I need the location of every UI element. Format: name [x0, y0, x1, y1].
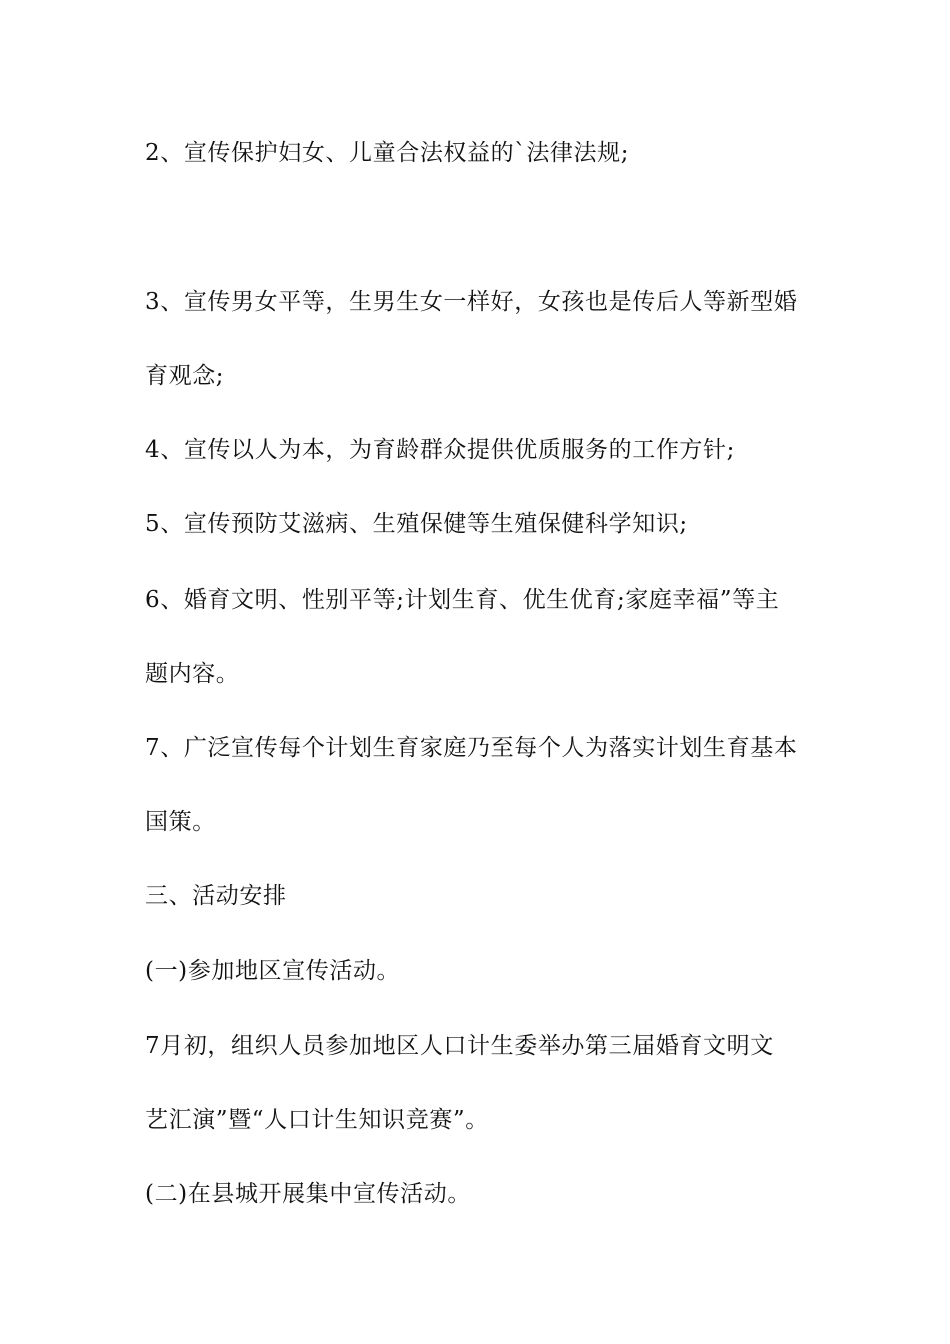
text-line-1: 2、宣传保护妇女、儿童合法权益的`法律法规; — [145, 140, 630, 166]
subsection-heading-1: (一)参加地区宣传活动。 — [145, 958, 401, 984]
text-line-10: 7月初，组织人员参加地区人口计生委举办第三届婚育文明文 — [145, 1033, 774, 1059]
text-line-6: 6、婚育文明、性别平等;计划生育、优生优育;家庭幸福”等主 — [145, 587, 780, 613]
text-line-4: 4、宣传以人为本，为育龄群众提供优质服务的工作方针; — [145, 437, 735, 463]
text-line-3: 育观念; — [145, 363, 225, 389]
section-heading: 三、活动安排 — [145, 883, 287, 909]
text-line-5: 5、宣传预防艾滋病、生殖保健等生殖保健科学知识; — [145, 511, 688, 537]
text-line-8: 7、广泛宣传每个计划生育家庭乃至每个人为落实计划生育基本 — [145, 735, 798, 761]
subsection-heading-2: (二)在县城开展集中宣传活动。 — [145, 1181, 471, 1207]
text-line-2: 3、宣传男女平等，生男生女一样好，女孩也是传后人等新型婚 — [145, 289, 798, 315]
text-line-11: 艺汇演”暨“人口计生知识竞赛”。 — [145, 1107, 489, 1133]
text-line-9: 国策。 — [145, 809, 216, 835]
text-line-7: 题内容。 — [145, 661, 240, 687]
